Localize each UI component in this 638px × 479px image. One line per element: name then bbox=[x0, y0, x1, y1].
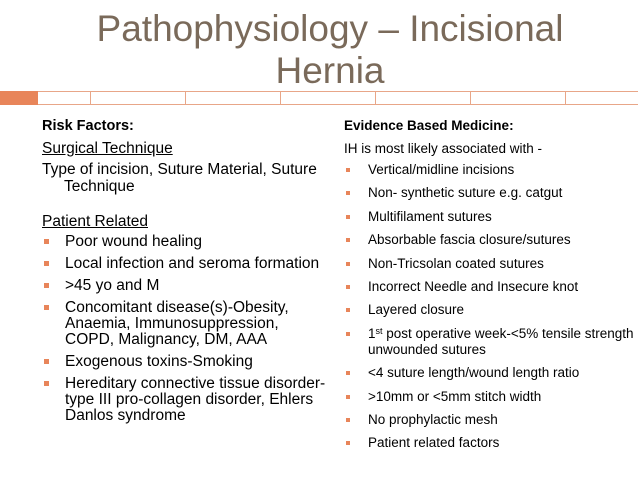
surgical-technique-text: Type of incision, Suture Material, Suture Technique bbox=[42, 161, 317, 195]
list-item: Non-Tricsolan coated sutures bbox=[342, 256, 638, 272]
risk-factor-list bbox=[40, 234, 330, 424]
list-item: No prophylactic mesh bbox=[342, 412, 638, 428]
risk-factors-heading: Risk Factors: bbox=[42, 118, 134, 134]
bullet-icon bbox=[346, 395, 350, 399]
accent-tick bbox=[185, 91, 186, 105]
accent-block bbox=[0, 91, 38, 105]
slide-title: Pathophysiology – Incisional Hernia bbox=[96, 8, 564, 91]
evidence-intro: IH is most likely associated with - bbox=[344, 141, 543, 156]
list-item: Exogenous toxins-Smoking bbox=[40, 354, 330, 370]
list-item: <4 suture length/wound length ratio bbox=[342, 365, 638, 381]
risk-factors-column bbox=[40, 118, 330, 430]
bullet-icon bbox=[346, 262, 350, 266]
list-item: Patient related factors bbox=[342, 435, 638, 451]
bullet-icon bbox=[44, 261, 49, 266]
list-item: Poor wound healing bbox=[40, 234, 330, 250]
bullet-icon bbox=[346, 418, 350, 422]
bullet-icon bbox=[44, 359, 49, 364]
list-item: Non- synthetic suture e.g. catgut bbox=[342, 185, 638, 201]
evidence-column bbox=[342, 118, 638, 459]
list-item: Hereditary connective tissue disorder-type III pro-collagen disorder, Ehlers Danlos syndrome bbox=[40, 376, 330, 424]
list-item: Absorbable fascia closure/sutures bbox=[342, 232, 638, 248]
accent-tick bbox=[90, 91, 91, 105]
evidence-heading: Evidence Based Medicine: bbox=[344, 118, 514, 133]
list-item: Concomitant disease(s)-Obesity, Anaemia, Immunosuppression, COPD, Malignancy, DM, AAA bbox=[40, 300, 330, 348]
bullet-icon bbox=[346, 308, 350, 312]
bullet-icon bbox=[44, 283, 49, 288]
bullet-icon bbox=[346, 191, 350, 195]
list-item: Incorrect Needle and Insecure knot bbox=[342, 279, 638, 295]
list-item: Vertical/midline incisions bbox=[342, 162, 638, 178]
list-item: Local infection and seroma formation bbox=[40, 256, 330, 272]
list-item: >10mm or <5mm stitch width bbox=[342, 389, 638, 405]
list-item: Layered closure bbox=[342, 302, 638, 318]
list-item: 1st post operative week-<5% tensile strength unwounded sutures bbox=[342, 326, 638, 358]
bullet-icon bbox=[44, 239, 49, 244]
bullet-icon bbox=[346, 441, 350, 445]
accent-tick bbox=[375, 91, 376, 105]
bullet-icon bbox=[44, 305, 49, 310]
patient-related-label: Patient Related bbox=[42, 213, 148, 230]
surgical-technique-label: Surgical Technique bbox=[42, 140, 173, 157]
evidence-list bbox=[342, 162, 638, 451]
accent-tick bbox=[280, 91, 281, 105]
bullet-icon bbox=[44, 381, 49, 386]
bullet-icon bbox=[346, 168, 350, 172]
list-item: Multifilament sutures bbox=[342, 209, 638, 225]
bullet-icon bbox=[346, 332, 350, 336]
bullet-icon bbox=[346, 285, 350, 289]
accent-tick bbox=[565, 91, 566, 105]
accent-line bbox=[38, 91, 638, 105]
bullet-icon bbox=[346, 238, 350, 242]
bullet-icon bbox=[346, 215, 350, 219]
accent-tick bbox=[470, 91, 471, 105]
list-item: >45 yo and M bbox=[40, 278, 330, 294]
bullet-icon bbox=[346, 371, 350, 375]
